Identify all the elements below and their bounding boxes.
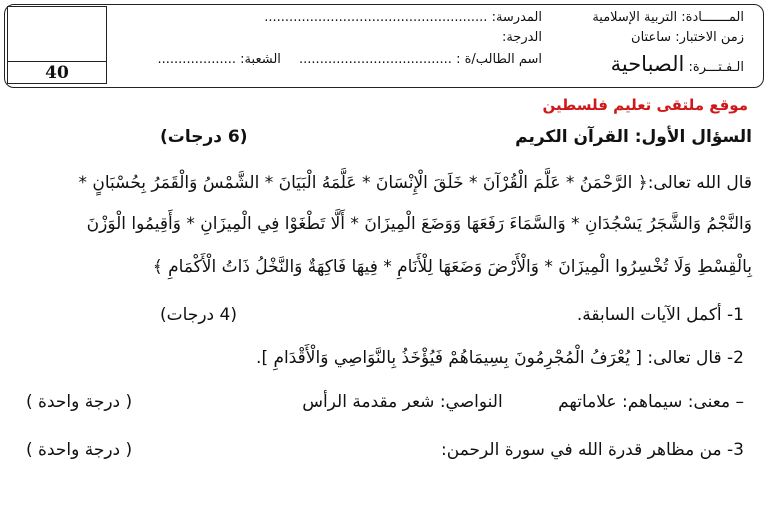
total-mark: 40 <box>45 63 69 83</box>
school-field[interactable]: ...................................................... <box>264 10 488 25</box>
item-1: 1- أكمل الآيات السابقة. <box>576 305 744 325</box>
duration-row <box>631 30 744 45</box>
grade-label: الدرجة: <box>501 30 542 45</box>
item-2: 2- قال تعالى: [ يُعْرَفُ الْمُجْرِمُونَ بِسِيمَاهُمْ فَيُؤْخَذُ بِالنَّوَاصِي وَالْأَقْدَامِ ]. <box>256 348 744 368</box>
school-row <box>264 10 542 25</box>
school-label: المدرسة: <box>491 10 542 25</box>
section-field[interactable]: ................... <box>157 52 237 67</box>
grade-box <box>7 6 107 84</box>
period-value: الصباحية <box>610 52 685 76</box>
period-label: الـفـتـــرة: <box>688 60 744 75</box>
student-name-field[interactable]: ..................................... <box>299 52 452 67</box>
verse-line-3: بِالْقِسْطِ وَلَا تُخْسِرُوا الْمِيزَانَ * وَالْأَرْضَ وَضَعَهَا لِلْأَنَامِ * فِيهَا فَاكِهَةٌ وَالنَّخْلُ ذَاتُ الْأَكْمَامِ ﴾ <box>152 257 752 277</box>
period-row <box>611 52 744 76</box>
site-name: موقع ملتقى تعليم فلسطين <box>542 96 748 114</box>
meaning-row <box>302 392 744 412</box>
meaning-marks: ( درجة واحدة ) <box>26 392 133 412</box>
subject-value: التربية الإسلامية <box>592 10 678 25</box>
item-3-marks: ( درجة واحدة ) <box>26 440 133 460</box>
subject-row <box>592 10 744 25</box>
grade-row <box>502 30 542 45</box>
item-3: 3- من مظاهر قدرة الله في سورة الرحمن: <box>441 440 744 460</box>
meaning-nawasi: النواصي: شعر مقدمة الرأس <box>302 392 503 412</box>
meaning-simahum: – معنى: سيماهم: علاماتهم <box>558 392 744 412</box>
student-label: اسم الطالب/ة : <box>456 52 542 67</box>
question1-marks: (6 درجات) <box>160 127 248 147</box>
duration-label: زمن الاختبار: <box>675 30 744 45</box>
student-row <box>158 52 542 67</box>
duration-value: ساعتان <box>631 30 672 45</box>
verse-line-1: قال الله تعالى:﴿ الرَّحْمَنُ * عَلَّمَ الْقُرْآنَ * خَلَقَ الْإِنْسَانَ * عَلَّمَهُ الْبَيَانَ * الشَّمْسُ وَالْقَمَرُ بِحُسْبَانٍ * <box>78 173 752 193</box>
question1-title: السؤال الأول: القرآن الكريم <box>515 127 752 147</box>
section-label: الشعبة: <box>240 52 281 67</box>
subject-label: المـــــــادة: <box>681 10 744 25</box>
verse-line-2: وَالنَّجْمُ وَالشَّجَرُ يَسْجُدَانِ * وَالسَّمَاءَ رَفَعَهَا وَوَضَعَ الْمِيزَانَ * أَلَّا تَطْغَوْا فِي الْمِيزَانِ * وَأَقِيمُوا الْوَزْنَ <box>86 214 752 234</box>
item-1-marks: (4 درجات) <box>160 305 237 325</box>
grade-box-divider <box>8 61 106 62</box>
